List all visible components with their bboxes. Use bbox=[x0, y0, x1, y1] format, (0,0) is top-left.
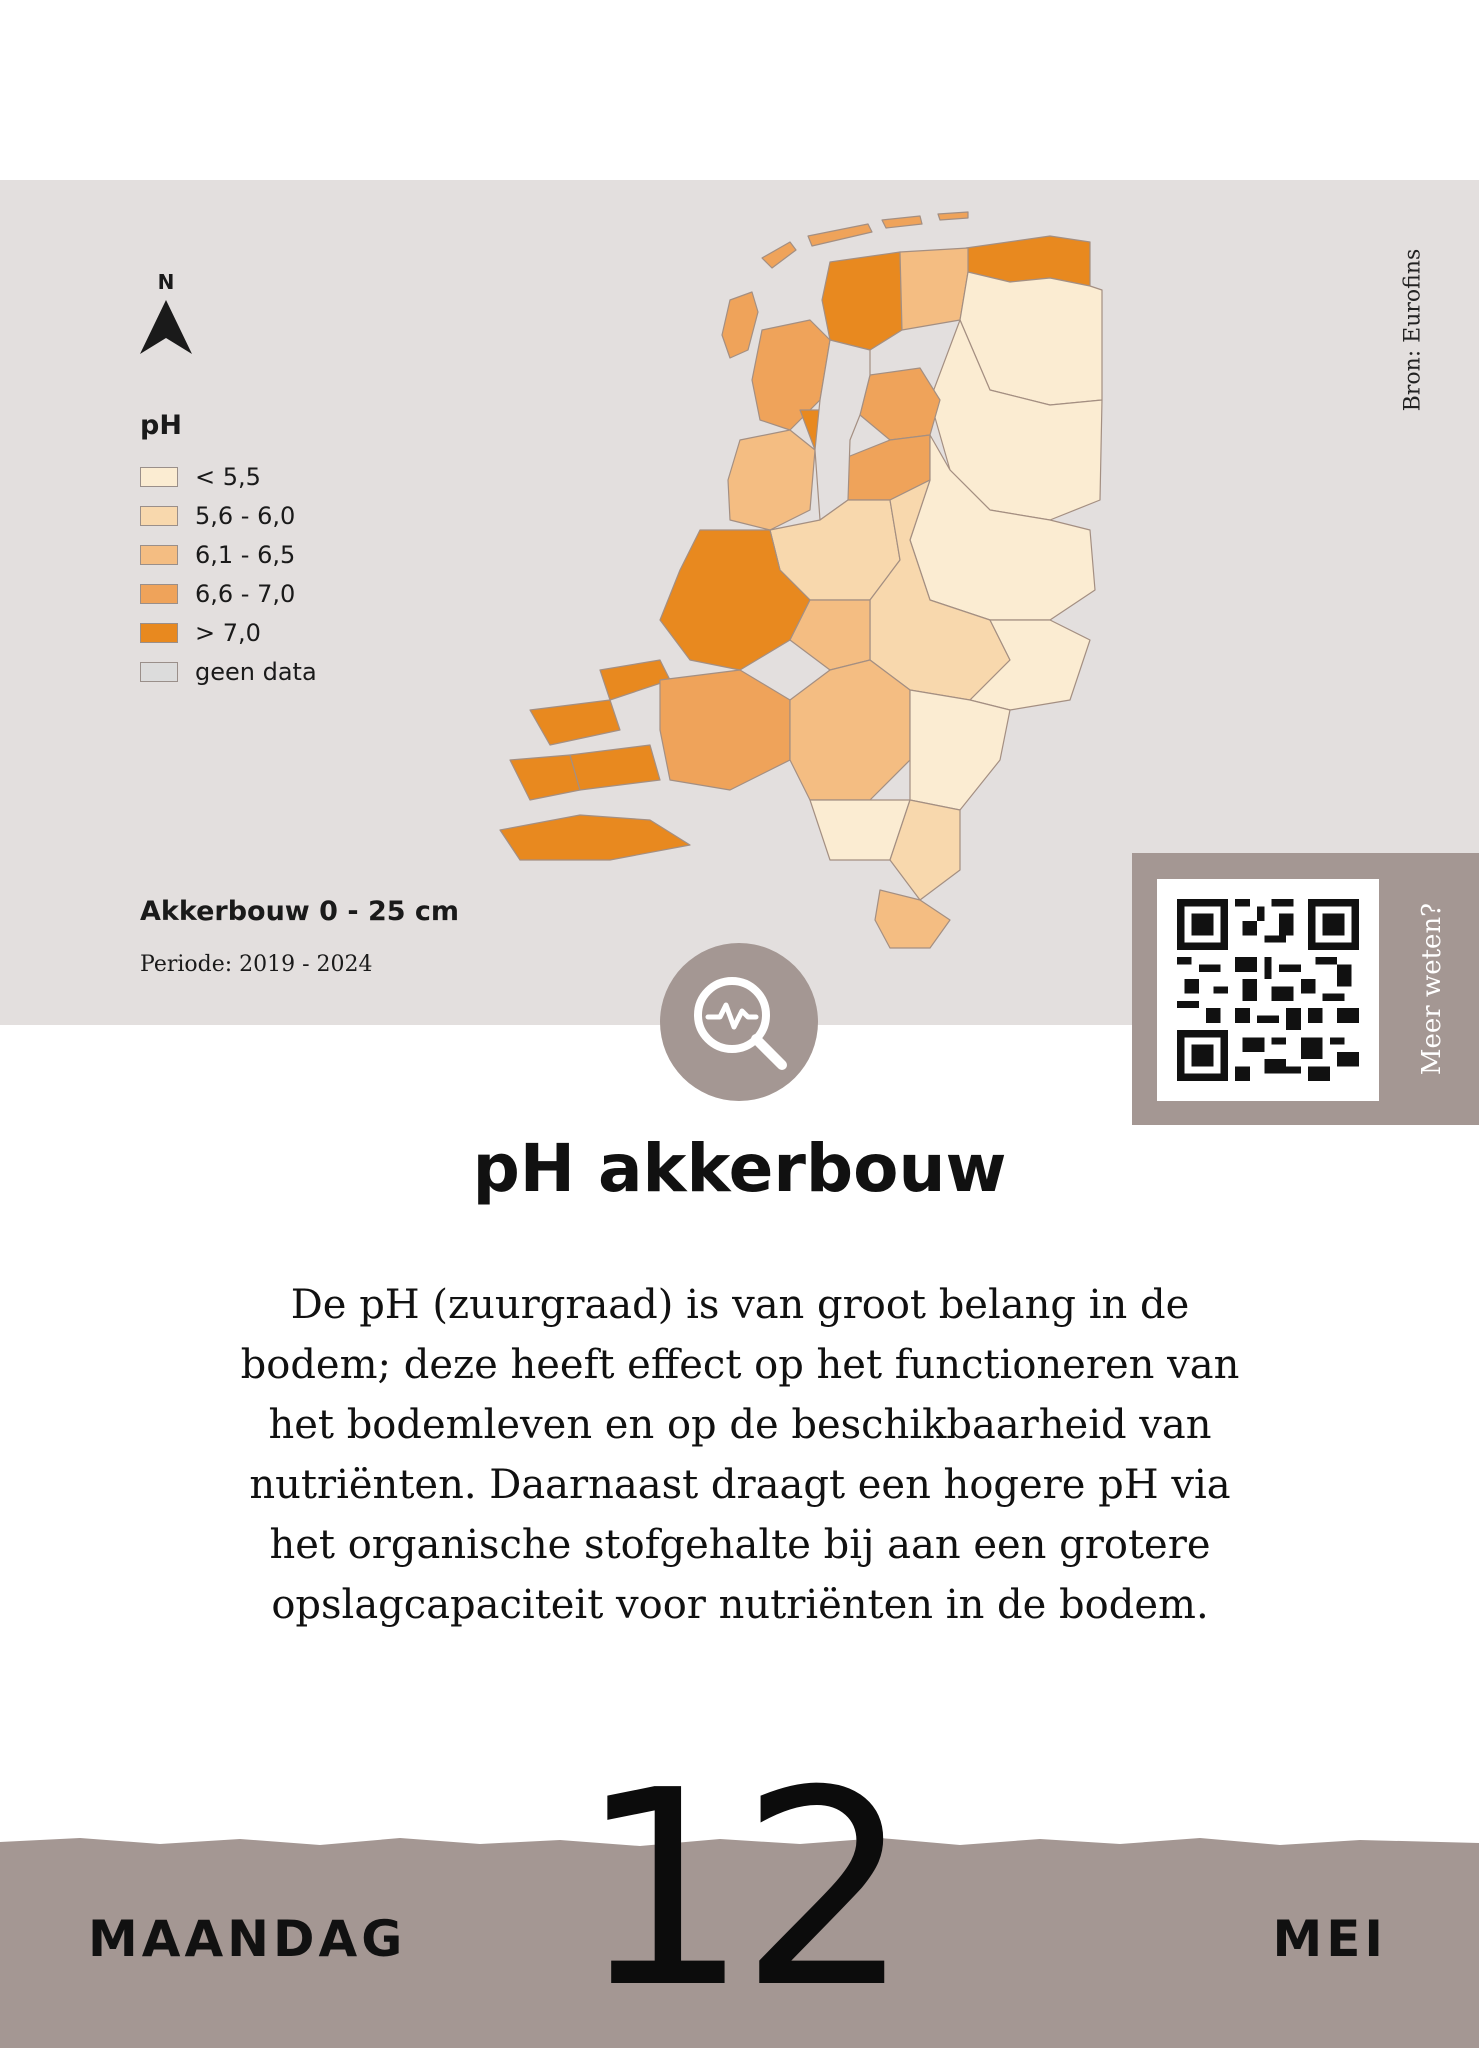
calendar-weekday: MAANDAG bbox=[88, 1910, 407, 1968]
legend-item bbox=[140, 574, 317, 613]
region-terschelling bbox=[808, 224, 872, 246]
legend bbox=[140, 410, 317, 691]
region-friesland-west bbox=[822, 252, 902, 350]
legend-label: geen data bbox=[195, 657, 317, 686]
legend-label: 6,6 - 7,0 bbox=[195, 579, 296, 608]
legend-swatch bbox=[140, 584, 178, 604]
netherlands-map bbox=[490, 200, 1130, 950]
region-schiermonnikoog bbox=[938, 212, 968, 220]
qr-panel[interactable] bbox=[1132, 853, 1479, 1125]
region-brabant-mid bbox=[790, 660, 910, 800]
legend-swatch bbox=[140, 662, 178, 682]
map-subtitle: Akkerbouw 0 - 25 cm bbox=[140, 896, 460, 927]
legend-swatch bbox=[140, 623, 178, 643]
legend-label: 5,6 - 6,0 bbox=[195, 501, 296, 530]
region-ameland bbox=[882, 216, 922, 228]
legend-item bbox=[140, 535, 317, 574]
region-brabant-east bbox=[910, 690, 1010, 810]
legend-label: 6,1 - 6,5 bbox=[195, 540, 296, 569]
calendar-day-number: 12 bbox=[577, 1732, 902, 2047]
region-limburg-south bbox=[875, 890, 950, 948]
region-brabant-west bbox=[660, 670, 790, 790]
card-body: De pH (zuurgraad) is van groot belang in de bodem; deze heeft effect op het functioneren van het bodemleven en op de beschikbaarheid van nutriënten. Daarnaast draagt een hogere pH via het organische stofgehalte bij aan een grotere opslagcapaciteit voor nutriënten in de bodem. bbox=[240, 1282, 1240, 1628]
region-walcheren bbox=[510, 755, 580, 800]
region-noord-holland-south bbox=[728, 430, 815, 530]
region-texel bbox=[722, 292, 758, 358]
region-zuid-beveland bbox=[570, 745, 660, 790]
region-noordoostpolder bbox=[860, 368, 940, 440]
legend-item bbox=[140, 613, 317, 652]
legend-swatch bbox=[140, 467, 178, 487]
legend-item bbox=[140, 652, 317, 691]
legend-item bbox=[140, 457, 317, 496]
meer-weten-text: Meer weten? bbox=[1417, 902, 1447, 1076]
qr-code[interactable] bbox=[1157, 879, 1379, 1101]
legend-swatch bbox=[140, 545, 178, 565]
north-arrow-icon bbox=[136, 298, 196, 358]
legend-swatch bbox=[140, 506, 178, 526]
source-text: Bron: Eurofins bbox=[1400, 248, 1426, 412]
north-arrow bbox=[136, 270, 196, 360]
legend-label: > 7,0 bbox=[195, 618, 261, 647]
region-schouwen bbox=[530, 700, 620, 745]
legend-title: pH bbox=[140, 410, 182, 441]
calendar-month: MEI bbox=[1272, 1910, 1387, 1968]
map-period: Periode: 2019 - 2024 bbox=[140, 952, 373, 977]
north-label: N bbox=[157, 270, 175, 294]
magnifier-pulse-icon bbox=[660, 943, 818, 1101]
legend-label: < 5,5 bbox=[195, 462, 261, 491]
card-title: pH akkerbouw bbox=[472, 1130, 1007, 1207]
region-vlieland bbox=[762, 242, 796, 268]
qr-code-icon bbox=[1177, 899, 1359, 1081]
source-credit bbox=[1395, 240, 1431, 420]
region-zeeuws-vlaanderen bbox=[500, 815, 690, 860]
search-icon bbox=[660, 943, 818, 1101]
legend-item bbox=[140, 496, 317, 535]
meer-weten-label bbox=[1392, 853, 1472, 1125]
region-friesland-east bbox=[900, 248, 968, 330]
